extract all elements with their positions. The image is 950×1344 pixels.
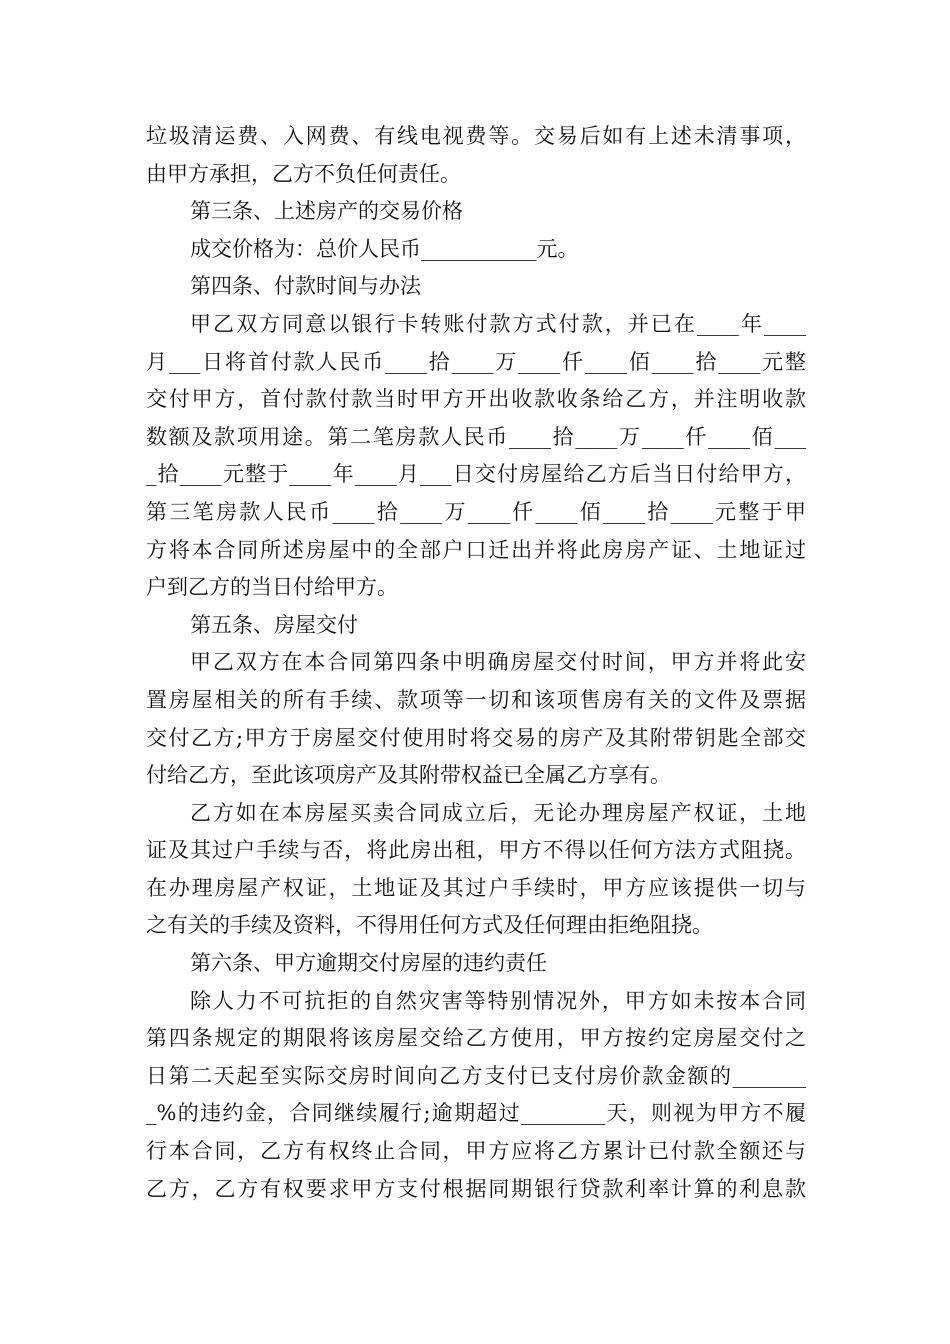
text-line: 第五条、房屋交付 — [190, 612, 358, 637]
text-line: 垃圾清运费、入网费、有线电视费等。交易后如有上述未清事项， — [146, 124, 806, 148]
text-line: 方将本合同所述房屋中的全部户口迁出并将此房房产证、土地证过 — [146, 537, 806, 562]
text-line: 在办理房屋产权证，土地证及其过户手续时，甲方应该提供一切与 — [146, 875, 806, 900]
text-line: 第三条、上述房产的交易价格 — [190, 199, 463, 224]
text-line: 交付乙方;甲方于房屋交付使用时将交易的房产及其附带钥匙全部交 — [146, 725, 806, 750]
text-line: 甲乙双方在本合同第四条中明确房屋交付时间，甲方并将此安 — [190, 650, 806, 675]
text-line: _拾____元整于____年____月___日交付房屋给乙方后当日付给甲方， — [146, 462, 806, 487]
text-line: 除人力不可抗拒的自然灾害等特别情况外，甲方如未按本合同 — [190, 988, 806, 1013]
text-line: 第四条、付款时间与办法 — [190, 274, 421, 299]
text-line: 乙方如在本房屋买卖合同成立后，无论办理房屋产权证，土地 — [190, 800, 806, 825]
text-line: 证及其过户手续与否，将此房出租，甲方不得以任何方法方式阻挠。 — [146, 838, 806, 863]
text-line: 甲乙双方同意以银行卡转账付款方式付款，并已在____年____ — [190, 311, 806, 336]
text-line: 成交价格为：总价人民币___________元。 — [190, 236, 579, 261]
text-line: 月___日将首付款人民币____拾____万____仟____佰____拾____元整 — [146, 349, 806, 374]
text-line: 第四条规定的期限将该房屋交给乙方使用，甲方按约定房屋交付之 — [146, 1026, 806, 1051]
text-line: 行本合同，乙方有权终止合同，甲方应将乙方累计已付款全额还与 — [146, 1139, 806, 1164]
text-line: 交付甲方，首付款付款当时甲方开出收款收条给乙方，并注明收款 — [146, 387, 806, 412]
text-line: 由甲方承担，乙方不负任何责任。 — [146, 161, 461, 186]
text-line: 数额及款项用途。第二笔房款人民币____拾____万____仟____佰___ — [146, 424, 806, 449]
text-line: 第六条、甲方逾期交付房屋的违约责任 — [190, 951, 547, 976]
text-line: 户到乙方的当日付给甲方。 — [146, 575, 398, 600]
text-line: _%的违约金，合同继续履行;逾期超过________天，则视为甲方不履 — [146, 1101, 806, 1126]
text-line: 日第二天起至实际交房时间向乙方支付已支付房价款金额的_______ — [146, 1063, 806, 1088]
text-line: 付给乙方，至此该项房产及其附带权益已全属乙方享有。 — [146, 763, 671, 788]
document-body — [146, 118, 806, 1208]
text-line: 乙方，乙方有权要求甲方支付根据同期银行贷款利率计算的利息款 — [146, 1176, 806, 1201]
text-line: 之有关的手续及资料，不得用任何方式及任何理由拒绝阻挠。 — [146, 913, 713, 938]
text-line: 第三笔房款人民币____拾____万____仟____佰____拾____元整于甲 — [146, 499, 806, 524]
text-line: 置房屋相关的所有手续、款项等一切和该项售房有关的文件及票据 — [146, 687, 806, 712]
